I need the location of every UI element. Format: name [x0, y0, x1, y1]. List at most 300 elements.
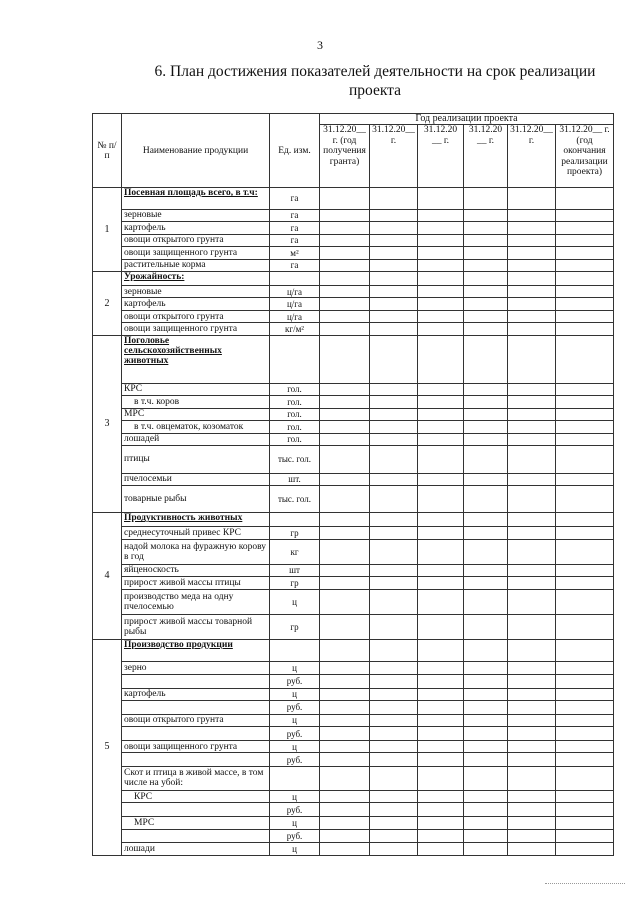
value-cell[interactable]	[508, 285, 556, 298]
value-cell[interactable]	[320, 753, 370, 767]
value-cell[interactable]	[556, 727, 614, 741]
value-cell[interactable]	[464, 234, 508, 247]
value-cell[interactable]	[370, 817, 418, 830]
value-cell[interactable]	[508, 817, 556, 830]
value-cell[interactable]	[370, 383, 418, 396]
value-cell[interactable]	[508, 259, 556, 272]
value-cell[interactable]	[508, 310, 556, 323]
value-cell[interactable]	[464, 829, 508, 843]
value-cell[interactable]	[370, 803, 418, 817]
value-cell[interactable]	[418, 272, 464, 286]
value-cell[interactable]	[464, 285, 508, 298]
value-cell[interactable]	[418, 662, 464, 675]
value-cell[interactable]	[370, 272, 418, 286]
value-cell[interactable]	[370, 701, 418, 715]
value-cell[interactable]	[320, 272, 370, 286]
table-row	[93, 817, 614, 830]
value-cell[interactable]	[320, 803, 370, 817]
value-cell[interactable]	[508, 639, 556, 662]
value-cell[interactable]	[556, 577, 614, 590]
value-cell[interactable]	[418, 829, 464, 843]
product-name: яйценоскость	[122, 564, 270, 577]
value-cell[interactable]	[464, 753, 508, 767]
value-cell[interactable]	[556, 396, 614, 409]
value-cell[interactable]	[418, 527, 464, 540]
value-cell[interactable]	[508, 803, 556, 817]
value-cell[interactable]	[370, 247, 418, 260]
value-cell[interactable]	[464, 614, 508, 639]
value-cell[interactable]	[508, 473, 556, 486]
value-cell[interactable]	[370, 259, 418, 272]
value-cell[interactable]	[320, 614, 370, 639]
value-cell[interactable]	[320, 589, 370, 614]
value-cell[interactable]	[508, 272, 556, 286]
value-cell[interactable]	[556, 790, 614, 803]
table-body	[93, 188, 614, 856]
value-cell[interactable]	[320, 335, 370, 383]
value-cell[interactable]	[556, 335, 614, 383]
value-cell[interactable]	[464, 513, 508, 527]
table-row	[93, 701, 614, 715]
value-cell[interactable]	[320, 473, 370, 486]
value-cell[interactable]	[464, 209, 508, 222]
value-cell[interactable]	[370, 674, 418, 688]
value-cell[interactable]	[464, 843, 508, 856]
value-cell[interactable]	[556, 310, 614, 323]
value-cell[interactable]	[508, 335, 556, 383]
value-cell[interactable]	[418, 674, 464, 688]
value-cell[interactable]	[556, 298, 614, 311]
value-cell[interactable]	[508, 486, 556, 513]
value-cell[interactable]	[556, 209, 614, 222]
unit-cell: тыс. гол.	[270, 486, 320, 513]
value-cell[interactable]	[370, 527, 418, 540]
value-cell[interactable]	[370, 727, 418, 741]
product-name: картофель	[122, 688, 270, 701]
value-cell[interactable]	[418, 740, 464, 753]
value-cell[interactable]	[320, 234, 370, 247]
value-cell[interactable]	[320, 639, 370, 662]
unit-cell: гр	[270, 614, 320, 639]
value-cell[interactable]	[556, 486, 614, 513]
value-cell[interactable]	[320, 714, 370, 727]
value-cell[interactable]	[370, 614, 418, 639]
product-name	[122, 674, 270, 688]
product-name: надой молока на фуражную корову в год	[122, 539, 270, 564]
value-cell[interactable]	[370, 539, 418, 564]
value-cell[interactable]	[370, 564, 418, 577]
value-cell[interactable]	[464, 421, 508, 434]
value-cell[interactable]	[556, 817, 614, 830]
product-name	[122, 753, 270, 767]
value-cell[interactable]	[556, 767, 614, 791]
value-cell[interactable]	[418, 577, 464, 590]
value-cell[interactable]	[556, 323, 614, 336]
product-name	[122, 727, 270, 741]
value-cell[interactable]	[556, 564, 614, 577]
value-cell[interactable]	[418, 614, 464, 639]
value-cell[interactable]	[418, 486, 464, 513]
table-row	[93, 188, 614, 210]
section-heading: Поголовье сельскохозяйственных животных	[122, 335, 270, 383]
value-cell[interactable]	[370, 829, 418, 843]
table-row	[93, 539, 614, 564]
product-name: прирост живой массы птицы	[122, 577, 270, 590]
product-name: зерновые	[122, 209, 270, 222]
value-cell[interactable]	[508, 527, 556, 540]
value-cell[interactable]	[370, 188, 418, 210]
value-cell[interactable]	[320, 688, 370, 701]
value-cell[interactable]	[508, 564, 556, 577]
product-name: птицы	[122, 446, 270, 473]
value-cell[interactable]	[508, 701, 556, 715]
value-cell[interactable]	[464, 272, 508, 286]
header-years-group: Год реализации проекта	[320, 114, 614, 125]
value-cell[interactable]	[464, 714, 508, 727]
value-cell[interactable]	[508, 727, 556, 741]
value-cell[interactable]	[418, 589, 464, 614]
value-cell[interactable]	[464, 589, 508, 614]
value-cell[interactable]	[508, 589, 556, 614]
value-cell[interactable]	[370, 753, 418, 767]
value-cell[interactable]	[464, 577, 508, 590]
value-cell[interactable]	[320, 396, 370, 409]
table-row	[93, 259, 614, 272]
value-cell[interactable]	[464, 396, 508, 409]
value-cell[interactable]	[464, 247, 508, 260]
value-cell[interactable]	[370, 688, 418, 701]
value-cell[interactable]	[418, 767, 464, 791]
value-cell[interactable]	[508, 662, 556, 675]
value-cell[interactable]	[320, 188, 370, 210]
value-cell[interactable]	[320, 662, 370, 675]
value-cell[interactable]	[508, 829, 556, 843]
value-cell[interactable]	[370, 446, 418, 473]
value-cell[interactable]	[418, 421, 464, 434]
value-cell[interactable]	[556, 383, 614, 396]
value-cell[interactable]	[370, 234, 418, 247]
value-cell[interactable]	[464, 486, 508, 513]
value-cell[interactable]	[320, 539, 370, 564]
value-cell[interactable]	[508, 234, 556, 247]
value-cell[interactable]	[370, 740, 418, 753]
value-cell[interactable]	[320, 310, 370, 323]
value-cell[interactable]	[320, 433, 370, 446]
section-number: 1	[93, 188, 122, 272]
value-cell[interactable]	[556, 662, 614, 675]
value-cell[interactable]	[508, 446, 556, 473]
value-cell[interactable]	[320, 383, 370, 396]
value-cell[interactable]	[320, 701, 370, 715]
value-cell[interactable]	[464, 539, 508, 564]
value-cell[interactable]	[556, 614, 614, 639]
value-cell[interactable]	[418, 727, 464, 741]
value-cell[interactable]	[370, 843, 418, 856]
value-cell[interactable]	[556, 688, 614, 701]
value-cell[interactable]	[464, 323, 508, 336]
value-cell[interactable]	[320, 209, 370, 222]
value-cell[interactable]	[418, 247, 464, 260]
value-cell[interactable]	[370, 335, 418, 383]
value-cell[interactable]	[370, 662, 418, 675]
value-cell[interactable]	[370, 473, 418, 486]
value-cell[interactable]	[556, 803, 614, 817]
value-cell[interactable]	[370, 323, 418, 336]
unit-cell: гр	[270, 527, 320, 540]
value-cell[interactable]	[320, 740, 370, 753]
value-cell[interactable]	[320, 564, 370, 577]
value-cell[interactable]	[418, 790, 464, 803]
value-cell[interactable]	[464, 817, 508, 830]
value-cell[interactable]	[418, 446, 464, 473]
value-cell[interactable]	[464, 259, 508, 272]
value-cell[interactable]	[508, 383, 556, 396]
value-cell[interactable]	[508, 421, 556, 434]
value-cell[interactable]	[556, 740, 614, 753]
value-cell[interactable]	[508, 753, 556, 767]
value-cell[interactable]	[464, 790, 508, 803]
value-cell[interactable]	[370, 767, 418, 791]
value-cell[interactable]	[508, 222, 556, 235]
value-cell[interactable]	[418, 513, 464, 527]
value-cell[interactable]	[556, 513, 614, 527]
value-cell[interactable]	[464, 408, 508, 421]
value-cell[interactable]	[464, 662, 508, 675]
value-cell[interactable]	[320, 285, 370, 298]
value-cell[interactable]	[320, 829, 370, 843]
value-cell[interactable]	[508, 513, 556, 527]
value-cell[interactable]	[556, 188, 614, 210]
table-row	[93, 446, 614, 473]
value-cell[interactable]	[418, 383, 464, 396]
value-cell[interactable]	[556, 829, 614, 843]
value-cell[interactable]	[464, 222, 508, 235]
value-cell[interactable]	[370, 222, 418, 235]
value-cell[interactable]	[418, 701, 464, 715]
value-cell[interactable]	[508, 714, 556, 727]
table-row	[93, 662, 614, 675]
product-name: зерно	[122, 662, 270, 675]
value-cell[interactable]	[556, 843, 614, 856]
unit-cell: гол.	[270, 396, 320, 409]
unit-cell: ц/га	[270, 298, 320, 311]
product-name: овощи защищенного грунта	[122, 247, 270, 260]
value-cell[interactable]	[556, 674, 614, 688]
unit-cell: ц	[270, 843, 320, 856]
value-cell[interactable]	[508, 674, 556, 688]
product-name: овощи защищенного грунта	[122, 740, 270, 753]
value-cell[interactable]	[418, 209, 464, 222]
value-cell[interactable]	[418, 473, 464, 486]
value-cell[interactable]	[464, 767, 508, 791]
value-cell[interactable]	[370, 310, 418, 323]
value-cell[interactable]	[370, 285, 418, 298]
value-cell[interactable]	[370, 577, 418, 590]
value-cell[interactable]	[370, 714, 418, 727]
value-cell[interactable]	[418, 259, 464, 272]
value-cell[interactable]	[320, 298, 370, 311]
value-cell[interactable]	[320, 674, 370, 688]
unit-cell: ц	[270, 817, 320, 830]
value-cell[interactable]	[464, 433, 508, 446]
value-cell[interactable]	[508, 188, 556, 210]
value-cell[interactable]	[320, 222, 370, 235]
value-cell[interactable]	[508, 247, 556, 260]
value-cell[interactable]	[418, 310, 464, 323]
product-name: производство меда на одну пчелосемью	[122, 589, 270, 614]
value-cell[interactable]	[508, 577, 556, 590]
value-cell[interactable]	[556, 433, 614, 446]
value-cell[interactable]	[370, 639, 418, 662]
value-cell[interactable]	[556, 247, 614, 260]
value-cell[interactable]	[508, 740, 556, 753]
value-cell[interactable]	[556, 539, 614, 564]
value-cell[interactable]	[370, 421, 418, 434]
value-cell[interactable]	[508, 209, 556, 222]
table-row	[93, 513, 614, 527]
value-cell[interactable]	[418, 639, 464, 662]
value-cell[interactable]	[464, 473, 508, 486]
value-cell[interactable]	[418, 234, 464, 247]
value-cell[interactable]	[320, 817, 370, 830]
value-cell[interactable]	[320, 247, 370, 260]
table-row	[93, 209, 614, 222]
value-cell[interactable]	[320, 446, 370, 473]
value-cell[interactable]	[320, 421, 370, 434]
table-row	[93, 272, 614, 286]
value-cell[interactable]	[370, 209, 418, 222]
value-cell[interactable]	[556, 259, 614, 272]
value-cell[interactable]	[464, 298, 508, 311]
value-cell[interactable]	[370, 589, 418, 614]
value-cell[interactable]	[418, 714, 464, 727]
value-cell[interactable]	[418, 335, 464, 383]
value-cell[interactable]	[464, 727, 508, 741]
value-cell[interactable]	[418, 408, 464, 421]
value-cell[interactable]	[320, 790, 370, 803]
value-cell[interactable]	[418, 539, 464, 564]
value-cell[interactable]	[508, 790, 556, 803]
value-cell[interactable]	[418, 298, 464, 311]
value-cell[interactable]	[464, 740, 508, 753]
value-cell[interactable]	[508, 688, 556, 701]
value-cell[interactable]	[508, 539, 556, 564]
value-cell[interactable]	[508, 843, 556, 856]
unit-cell: ц/га	[270, 285, 320, 298]
unit-cell: руб.	[270, 674, 320, 688]
value-cell[interactable]	[320, 577, 370, 590]
value-cell[interactable]	[418, 188, 464, 210]
value-cell[interactable]	[556, 285, 614, 298]
value-cell[interactable]	[320, 259, 370, 272]
value-cell[interactable]	[508, 298, 556, 311]
value-cell[interactable]	[418, 753, 464, 767]
value-cell[interactable]	[508, 433, 556, 446]
value-cell[interactable]	[320, 323, 370, 336]
value-cell[interactable]	[370, 433, 418, 446]
value-cell[interactable]	[556, 408, 614, 421]
value-cell[interactable]	[418, 564, 464, 577]
value-cell[interactable]	[418, 817, 464, 830]
value-cell[interactable]	[464, 701, 508, 715]
value-cell[interactable]	[556, 701, 614, 715]
table-row	[93, 790, 614, 803]
product-name: в т.ч. коров	[122, 396, 270, 409]
value-cell[interactable]	[508, 614, 556, 639]
value-cell[interactable]	[508, 767, 556, 791]
value-cell[interactable]	[464, 383, 508, 396]
value-cell[interactable]	[464, 188, 508, 210]
value-cell[interactable]	[556, 714, 614, 727]
value-cell[interactable]	[556, 272, 614, 286]
value-cell[interactable]	[556, 473, 614, 486]
value-cell[interactable]	[320, 527, 370, 540]
value-cell[interactable]	[464, 688, 508, 701]
table-row	[93, 396, 614, 409]
unit-cell: га	[270, 209, 320, 222]
unit-cell	[270, 335, 320, 383]
value-cell[interactable]	[320, 486, 370, 513]
value-cell[interactable]	[370, 486, 418, 513]
value-cell[interactable]	[464, 639, 508, 662]
unit-cell: кг	[270, 539, 320, 564]
value-cell[interactable]	[556, 234, 614, 247]
value-cell[interactable]	[320, 513, 370, 527]
product-name: лошадей	[122, 433, 270, 446]
value-cell[interactable]	[370, 298, 418, 311]
product-name	[122, 701, 270, 715]
page-title	[140, 62, 610, 100]
value-cell[interactable]	[370, 513, 418, 527]
value-cell[interactable]	[370, 396, 418, 409]
value-cell[interactable]	[556, 527, 614, 540]
value-cell[interactable]	[418, 222, 464, 235]
header-year-6: 31.12.20__ г. (год окончания реализации проекта)	[556, 125, 614, 188]
value-cell[interactable]	[508, 408, 556, 421]
value-cell[interactable]	[320, 843, 370, 856]
value-cell[interactable]	[556, 421, 614, 434]
value-cell[interactable]	[556, 639, 614, 662]
value-cell[interactable]	[464, 335, 508, 383]
value-cell[interactable]	[556, 589, 614, 614]
value-cell[interactable]	[418, 688, 464, 701]
value-cell[interactable]	[556, 753, 614, 767]
value-cell[interactable]	[418, 396, 464, 409]
section-number: 2	[93, 272, 122, 336]
value-cell[interactable]	[418, 803, 464, 817]
value-cell[interactable]	[556, 222, 614, 235]
value-cell[interactable]	[464, 446, 508, 473]
value-cell[interactable]	[320, 408, 370, 421]
value-cell[interactable]	[320, 727, 370, 741]
value-cell[interactable]	[320, 767, 370, 791]
value-cell[interactable]	[556, 446, 614, 473]
value-cell[interactable]	[508, 396, 556, 409]
value-cell[interactable]	[418, 285, 464, 298]
value-cell[interactable]	[418, 433, 464, 446]
value-cell[interactable]	[464, 310, 508, 323]
value-cell[interactable]	[464, 674, 508, 688]
table-row	[93, 688, 614, 701]
value-cell[interactable]	[418, 843, 464, 856]
value-cell[interactable]	[508, 323, 556, 336]
value-cell[interactable]	[418, 323, 464, 336]
value-cell[interactable]	[464, 527, 508, 540]
value-cell[interactable]	[464, 803, 508, 817]
value-cell[interactable]	[370, 408, 418, 421]
value-cell[interactable]	[370, 790, 418, 803]
value-cell[interactable]	[464, 564, 508, 577]
